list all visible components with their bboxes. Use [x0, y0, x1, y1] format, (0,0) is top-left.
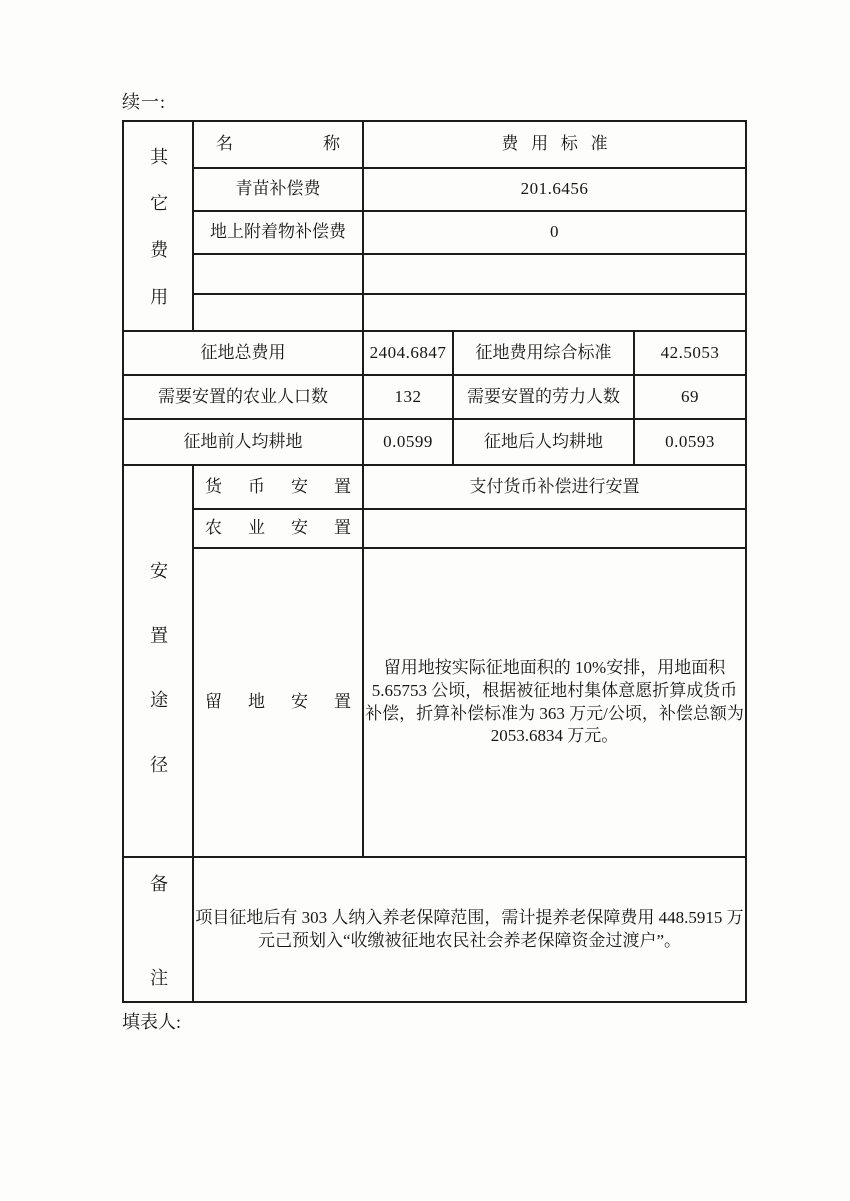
resettlement-method-cell: 货币安置 [193, 465, 363, 509]
resettlement-method-cell: 农业安置 [193, 509, 363, 548]
summary-value-cell: 42.5053 [634, 331, 746, 375]
fee-name-cell: 青苗补偿费 [193, 168, 363, 211]
preparer-label: 填表人: [122, 1012, 182, 1032]
other-fees-section-label: 其它费用 [148, 147, 169, 305]
resettlement-content-cell [363, 509, 746, 548]
resettlement-section-cell [123, 465, 193, 857]
summary-label-cell: 征地后人均耕地 [453, 419, 634, 465]
fee-value-cell [363, 254, 746, 294]
remarks-section-label: 备注 [148, 873, 169, 986]
land-compensation-table [122, 120, 747, 1003]
summary-value-cell: 0.0599 [363, 419, 453, 465]
resettlement-section-label: 安置途径 [148, 561, 169, 773]
table-row [123, 509, 746, 548]
fee-name-header-cell: 名称 [193, 121, 363, 168]
table-row [123, 121, 746, 168]
other-fees-section-cell [123, 121, 193, 331]
summary-value-cell: 69 [634, 375, 746, 419]
summary-label-cell: 征地费用综合标准 [453, 331, 634, 375]
summary-label-cell: 征地前人均耕地 [123, 419, 363, 465]
table-row [123, 254, 746, 294]
summary-value-cell: 2404.6847 [363, 331, 453, 375]
fee-name-cell [193, 254, 363, 294]
summary-value-cell: 0.0593 [634, 419, 746, 465]
table-row [123, 294, 746, 331]
summary-label-cell: 需要安置的劳力人数 [453, 375, 634, 419]
fee-value-cell: 201.6456 [363, 168, 746, 211]
fee-value-cell [363, 294, 746, 331]
table-row [123, 168, 746, 211]
table-row [123, 465, 746, 509]
remarks-content-cell: 项目征地后有 303 人纳入养老保障范围，需计提养老保障费用 448.5915 万元己预划入“收缴被征地农民社会养老保障资金过渡户”。 [193, 857, 746, 1002]
table-row [123, 211, 746, 254]
continuation-label: 续一: [122, 92, 167, 112]
summary-label-cell: 征地总费用 [123, 331, 363, 375]
remarks-section-cell [123, 857, 193, 1002]
fee-name-cell: 地上附着物补偿费 [193, 211, 363, 254]
summary-value-cell: 132 [363, 375, 453, 419]
table-row [123, 375, 746, 419]
fee-standard-header-cell: 费用标准 [363, 121, 746, 168]
resettlement-content-cell: 支付货币补偿进行安置 [363, 465, 746, 509]
fee-value-cell: 0 [363, 211, 746, 254]
fee-name-cell [193, 294, 363, 331]
table-row [123, 331, 746, 375]
table-row [123, 857, 746, 1002]
table-row [123, 419, 746, 465]
summary-label-cell: 需要安置的农业人口数 [123, 375, 363, 419]
resettlement-method-cell: 留地安置 [193, 548, 363, 857]
table-row [123, 548, 746, 857]
resettlement-content-cell: 留用地按实际征地面积的 10%安排，用地面积 5.65753 公顷，根据被征地村集体意愿折算成货币补偿，折算补偿标准为 363 万元/公顷，补偿总额为 2053.6834 万元。 [363, 548, 746, 857]
